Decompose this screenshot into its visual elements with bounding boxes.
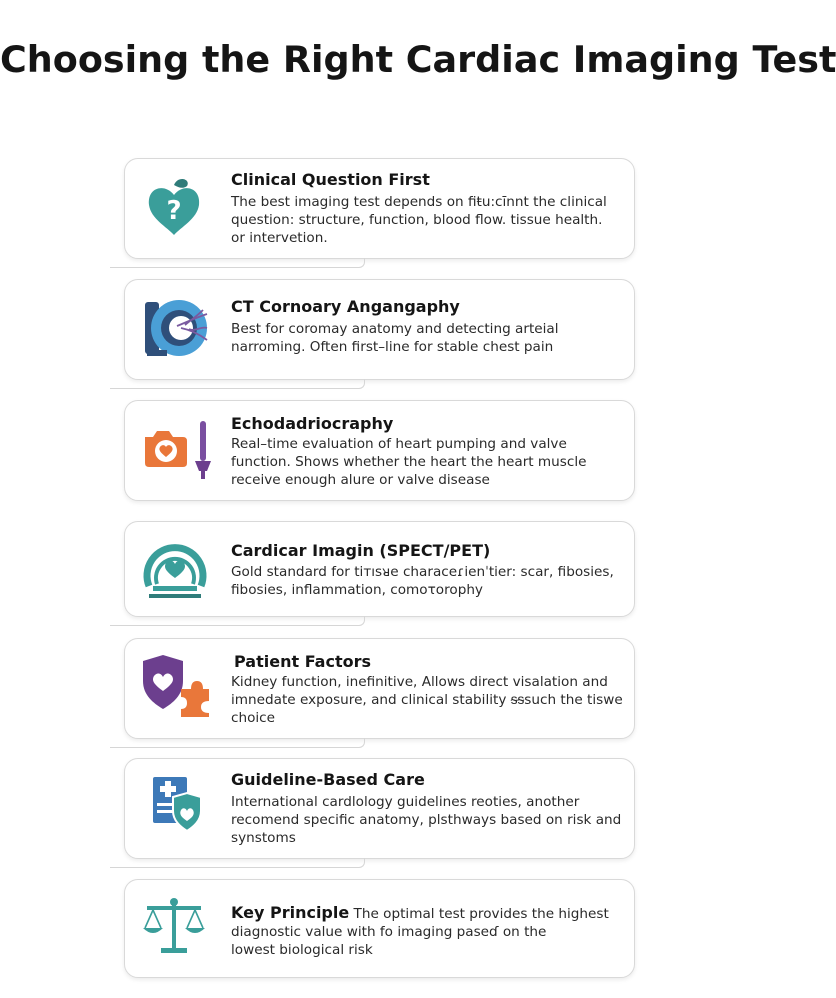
card-cardiac-imaging (124, 521, 635, 617)
card-description-line: International cardlology guidelines reoties, another (231, 794, 580, 810)
card-description-line: receive enough alure or valve disease (231, 472, 490, 488)
card-clinical-question (124, 158, 635, 259)
card-description-line: diagnostic value with fo imaging paseɗ on the (231, 924, 547, 940)
heart-question-icon (139, 173, 209, 237)
card-description (231, 563, 622, 599)
card-description-line: The best imaging test depends on fiŧu:cīnnt the clinical (231, 194, 607, 210)
card-description-line: function. Shows whether the heart the heart muscle (231, 454, 587, 470)
card-description-line: Best for coromay anatomy and detecting arteial (231, 321, 559, 337)
card-heading: CT Cornoary Angangaphy (231, 297, 460, 316)
card-description (231, 193, 622, 247)
card-heading: Key Principle (231, 903, 350, 922)
connector-line (110, 738, 365, 748)
mri-scanner-icon (139, 536, 209, 600)
card-guideline-care (124, 758, 635, 859)
ct-scanner-icon (139, 296, 209, 360)
card-heading: Patient Factors (234, 652, 372, 671)
card-description-line: synstoms (231, 830, 296, 846)
card-description-line: question: structure, function, blood flow. tissue health. (231, 212, 603, 228)
card-description-line: imnedate exposure, and clinical stability ᵴᵴsuch the tiswe (231, 692, 623, 708)
card-heading: Guideline-Based Care (231, 770, 425, 789)
shield-puzzle-icon (139, 655, 209, 719)
card-description-line: The optimal test provides the highest (353, 906, 609, 922)
card-description-line (231, 904, 622, 923)
guideline-document-icon (139, 773, 209, 837)
page-title: Choosing the Right Cardiac Imaging Test (0, 38, 836, 81)
card-description (231, 320, 622, 356)
card-description (231, 435, 622, 489)
connector-line (110, 616, 365, 626)
card-heading: Echodadriocraphy (231, 414, 394, 433)
connector-line (110, 858, 365, 868)
ultrasound-probe-icon (139, 417, 209, 481)
card-description (231, 673, 622, 727)
card-ct-angiography (124, 279, 635, 380)
svg-text:?: ? (166, 196, 182, 226)
connector-line (110, 379, 365, 389)
card-description-line: fibosies, inflammation, comoτorophy (231, 582, 483, 598)
card-heading: Clinical Question First (231, 170, 430, 189)
card-heading: Cardicar Imagin (SPECT/PET) (231, 541, 491, 560)
card-description-line: Kidney function, inefinitive, Allows direct visalation and (231, 674, 608, 690)
connector-line (110, 258, 365, 268)
card-key-principle (124, 879, 635, 978)
card-patient-factors (124, 638, 635, 739)
card-description (231, 793, 622, 847)
balance-scale-icon (139, 894, 209, 958)
card-description-line: Real–time evaluation of heart pumping and valve (231, 436, 567, 452)
card-echocardiography (124, 400, 635, 501)
card-description-line: lowest biological risk (231, 942, 373, 958)
card-description-line: or intervetion. (231, 230, 328, 246)
card-description-line: narroming. Often first–line for stable chest pain (231, 339, 554, 355)
card-description-line: Gold standard for tiᴛısᴚe charaᴄeɾienˈtier: scar, fibosies, (231, 564, 614, 580)
card-description (231, 904, 622, 959)
card-description-line: recomend specific anatomy, plsthways based on risk and (231, 812, 622, 828)
card-description-line: choice (231, 710, 276, 726)
